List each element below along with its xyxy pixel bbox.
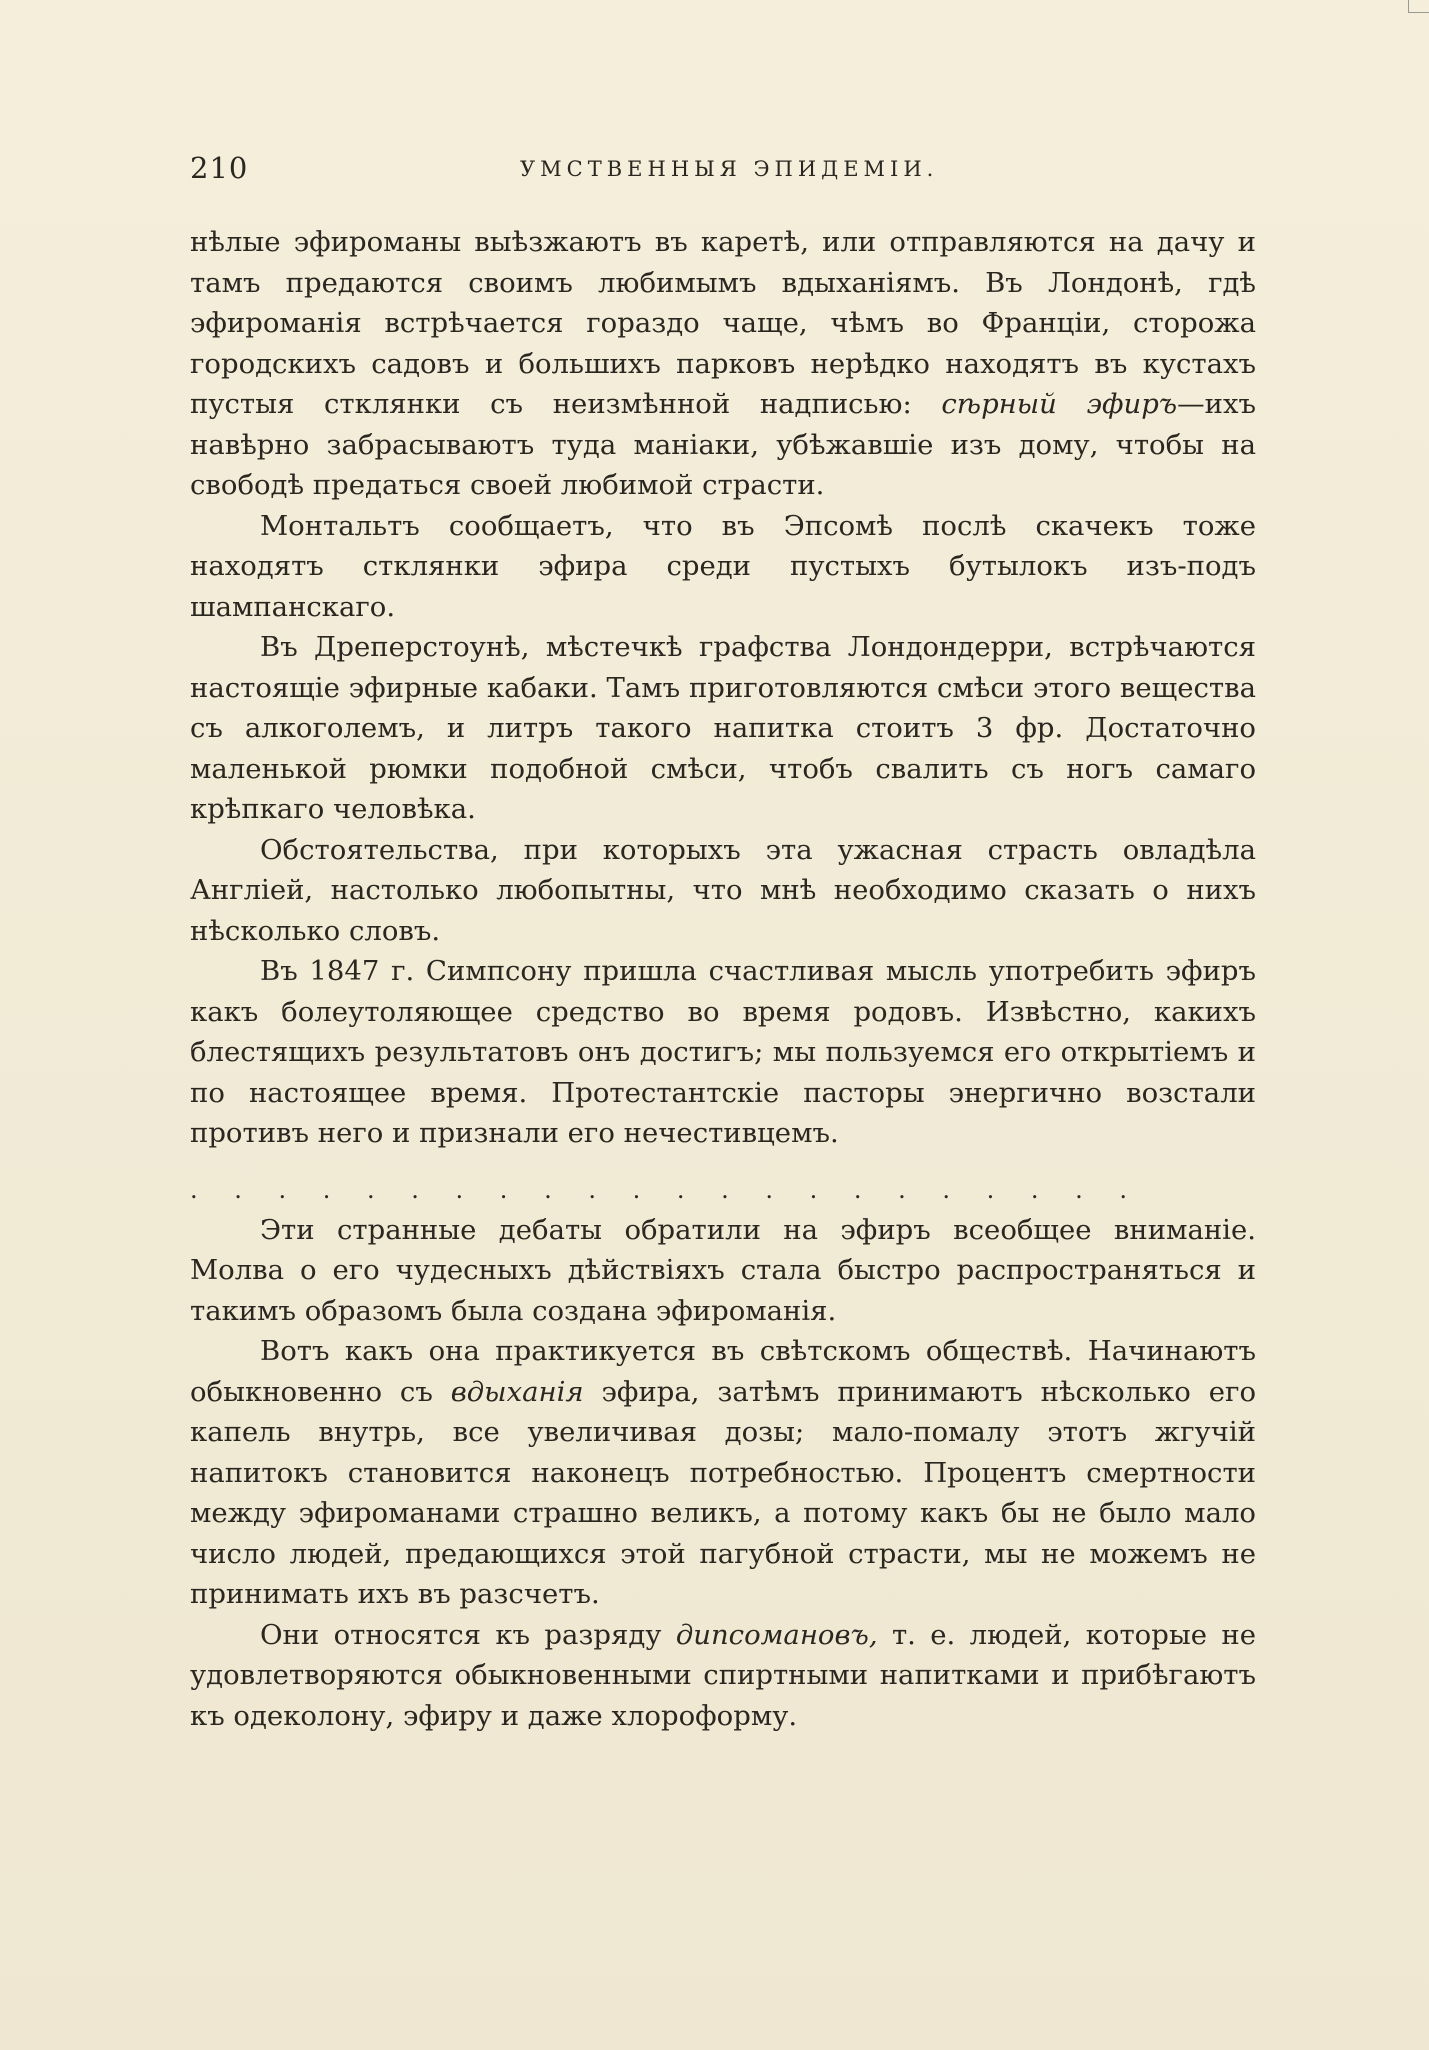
paragraph-1-text: нѣлые эфироманы выѣзжаютъ въ каретѣ, или отправляются на дачу и тамъ предаются своимъ любимымъ вдыханіямъ. Въ Лондонѣ, гдѣ эфироманія встрѣчается гораздо чаще, чѣмъ во Франціи, сторожа городскихъ садовъ и большихъ парковъ нерѣдко находятъ въ кустахъ пустыя стклянки съ неизмѣнной надписью:	[190, 226, 1256, 420]
paragraph-1-italic: сѣрный эфиръ	[941, 388, 1178, 420]
paragraph-3: Въ Дреперстоунѣ, мѣстечкѣ графства Лондондерри, встрѣчаются настоящіе эфирные кабаки. Тамъ приготовляются смѣси этого вещества съ алкоголемъ, и литръ такого напитка стоитъ 3 фр. Достаточно маленькой рюмки подобной смѣси, чтобъ свалить съ ногъ самаго крѣпкаго человѣка.	[190, 631, 1256, 825]
paragraph-8-italic: дипсомановъ,	[675, 1618, 878, 1651]
paragraph-4: Обстоятельства, при которыхъ эта ужасная страсть овладѣла Англіей, настолько любопытны, что мнѣ необходимо сказать о нихъ нѣсколько словъ.	[190, 833, 1256, 947]
paragraph-6: Эти странные дебаты обратили на эфиръ всеобщее вниманіе. Молва о его чудесныхъ дѣйствіяхъ стала быстро распространяться и такимъ образомъ была создана эфироманія.	[190, 1213, 1256, 1327]
paragraph-8	[190, 1615, 1256, 1737]
paragraph-8-tail: т. е. людей, которые не удовлетворяются обыкновенными спиртными напитками и прибѣгаютъ къ одеколону, эфиру и даже хлороформу.	[190, 1618, 1256, 1732]
running-title: УМСТВЕННЫЯ ЭПИДЕМІИ.	[520, 157, 939, 181]
paragraph-8-head: Они относятся къ разряду	[260, 1618, 662, 1651]
page-number: 210	[190, 151, 249, 185]
running-head	[190, 150, 1256, 186]
ellipsis-row: . . . . . . . . . . . . . . . . . . . . . .	[190, 1175, 1142, 1204]
paragraph-7-italic: вдыханія	[450, 1375, 584, 1408]
paragraph-2: Монтальтъ сообщаетъ, что въ Эпсомѣ послѣ скачекъ тоже находятъ стклянки эфира среди пустыхъ бутылокъ изъ-подъ шампанскаго.	[190, 509, 1256, 623]
paragraph-5: Въ 1847 г. Симпсону пришла счастливая мысль употребить эфиръ какъ болеутоляющее средство во время родовъ. Извѣстно, какихъ блестящихъ результатовъ онъ достигъ; мы пользуемся его открытіемъ и по настоящее время. Протестантскіе пасторы энергично возстали противъ него и признали его нечестивцемъ.	[190, 955, 1256, 1149]
body-text	[190, 222, 1256, 1736]
paragraph-7	[190, 1331, 1256, 1615]
paragraph-1-tail: —ихъ навѣрно забрасываютъ туда маніаки, убѣжавшіе изъ дому, чтобы на свободѣ предаться своей любимой страсти.	[190, 388, 1256, 501]
paragraph-1	[190, 222, 1256, 506]
paragraph-7-head: Вотъ какъ она практикуется въ свѣтскомъ обществѣ. Начинаютъ обыкновенно съ	[190, 1335, 1256, 1408]
paragraph-7-tail: эфира, затѣмъ принимаютъ нѣсколько его капель внутрь, все увеличивая дозы; мало-помалу этотъ жгучій напитокъ становится наконецъ потребностью. Процентъ смертности между эфироманами страшно великъ, а потому какъ бы не было мало число людей, предающихся этой пагубной страсти, мы не можемъ не принимать ихъ въ разсчетъ.	[190, 1375, 1256, 1610]
scan-corner-mark	[1408, 0, 1429, 13]
